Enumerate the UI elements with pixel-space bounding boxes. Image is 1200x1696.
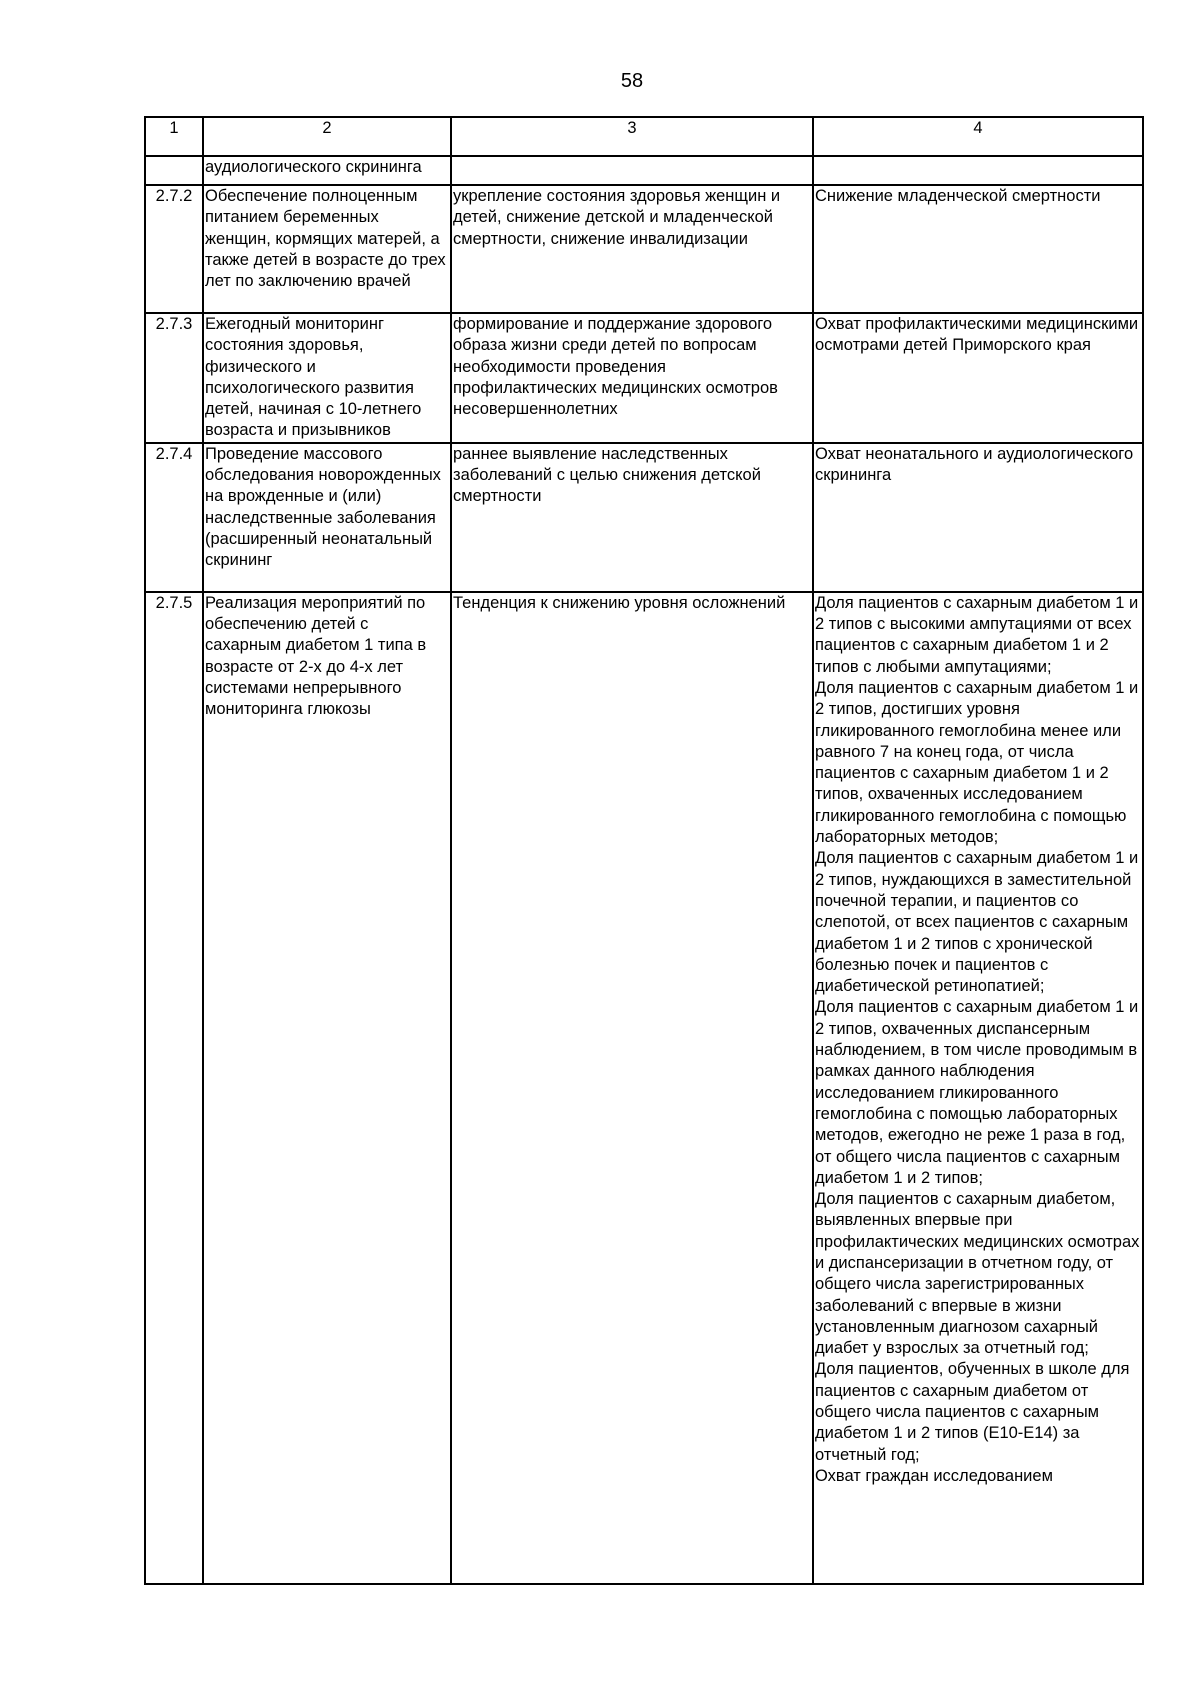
row-number — [145, 156, 203, 185]
row-number: 2.7.3 — [145, 313, 203, 443]
header-cell-1: 1 — [145, 117, 203, 156]
table-row — [145, 592, 1143, 1584]
page-number: 58 — [620, 70, 644, 92]
measures-table — [144, 116, 1144, 1585]
table-header-row — [145, 117, 1143, 156]
measure-goal: формирование и поддержание здорового образа жизни среди детей по вопросам необходимости проведения профилактических медицинских осмотров несовершеннолетних — [451, 313, 813, 443]
measure-name: Ежегодный мониторинг состояния здоровья, физического и психологического развития детей, начиная с 10-летнего возраста и призывников — [203, 313, 451, 443]
measure-goal — [451, 156, 813, 185]
measure-goal: раннее выявление наследственных заболеваний с целью снижения детской смертности — [451, 443, 813, 592]
measure-name: Обеспечение полноценным питанием беременных женщин, кормящих матерей, а также детей в возрасте до трех лет по заключению врачей — [203, 185, 451, 313]
measure-goal: Тенденция к снижению уровня осложнений — [451, 592, 813, 1584]
row-number: 2.7.2 — [145, 185, 203, 313]
measure-indicator: Охват неонатального и аудиологического скрининга — [813, 443, 1143, 592]
table-row — [145, 443, 1143, 592]
measure-indicator: Охват профилактическими медицинскими осмотрами детей Приморского края — [813, 313, 1143, 443]
header-cell-2: 2 — [203, 117, 451, 156]
row-number: 2.7.5 — [145, 592, 203, 1584]
table-row — [145, 313, 1143, 443]
header-cell-3: 3 — [451, 117, 813, 156]
table-row — [145, 185, 1143, 313]
measure-name: аудиологического скрининга — [203, 156, 451, 185]
measure-indicator — [813, 156, 1143, 185]
table-row — [145, 156, 1143, 185]
measure-name: Проведение массового обследования новорожденных на врожденные и (или) наследственные заболевания (расширенный неонатальный скрининг — [203, 443, 451, 592]
header-cell-4: 4 — [813, 117, 1143, 156]
measure-name: Реализация мероприятий по обеспечению детей с сахарным диабетом 1 типа в возрасте от 2-х до 4-х лет системами непрерывного мониторинга глюкозы — [203, 592, 451, 1584]
measure-indicator: Доля пациентов с сахарным диабетом 1 и 2 типов с высокими ампутациями от всех пациентов с сахарным диабетом 1 и 2 типов с любыми ампутациями; Доля пациентов с сахарным диабетом 1 и 2 типов, достигших уровня гликированного гемоглобина менее или равного 7 на конец года, от числа пациентов с сахарным диабетом 1 и 2 типов, охваченных исследованием гликированного гемоглобина с помощью лабораторных методов; Доля пациентов с сахарным диабетом 1 и 2 типов, нуждающихся в заместительной почечной терапии, и пациентов со слепотой, от всех пациентов с сахарным диабетом 1 и 2 типов с хронической болезнью почек и пациентов с диабетической ретинопатией; Доля пациентов с сахарным диабетом 1 и 2 типов, охваченных диспансерным наблюдением, в том числе проводимым в рамках данного наблюдения исследованием гликированного гемоглобина с помощью лабораторных методов, ежегодно не реже 1 раза в год, от общего числа пациентов с сахарным диабетом 1 и 2 типов; Доля пациентов с сахарным диабетом, выявленных впервые при профилактических медицинских осмотрах и диспансеризации в отчетном году, от общего числа зарегистрированных заболеваний с впервые в жизни установленным диагнозом сахарный диабет у взрослых за отчетный год; Доля пациентов, обученных в школе для пациентов с сахарным диабетом от общего числа пациентов с сахарным диабетом 1 и 2 типов (Е10-Е14) за отчетный год; Охват граждан исследованием — [813, 592, 1143, 1584]
row-number: 2.7.4 — [145, 443, 203, 592]
measure-indicator: Снижение младенческой смертности — [813, 185, 1143, 313]
measure-goal: укрепление состояния здоровья женщин и детей, снижение детской и младенческой смертности, снижение инвалидизации — [451, 185, 813, 313]
